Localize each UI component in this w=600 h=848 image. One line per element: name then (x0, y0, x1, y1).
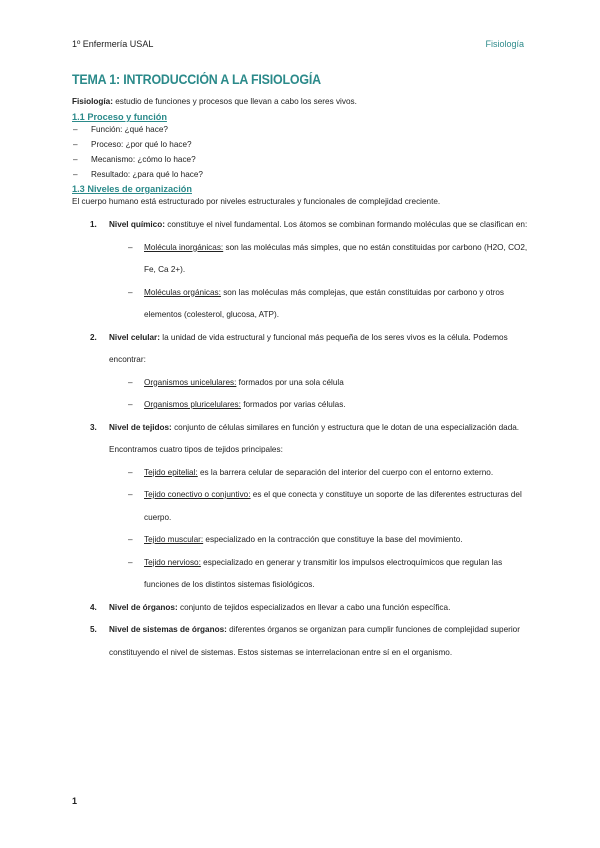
list-item: – Función: ¿qué hace? (72, 124, 528, 136)
sub-text: son las moléculas más simples, que no están constituidas por carbono (H2O, CO2, Fe, Ca 2+). (144, 242, 528, 274)
level-lead: Nivel de tejidos: (109, 422, 172, 432)
level-number: 3. (90, 422, 97, 432)
sub-text: especializado en la contracción que constituye la base del movimiento. (203, 535, 463, 544)
list-item: – Resultado: ¿para qué lo hace? (72, 169, 528, 181)
level-lead: Nivel de órganos: (109, 602, 178, 612)
sub-term: Tejido epitelial: (144, 467, 198, 477)
sub-term: Tejido nervioso: (144, 557, 201, 567)
level-item (72, 417, 528, 597)
level-text: diferentes órganos se organizan para cumplir funciones de complejidad superior constituyendo el nivel de sistemas. Estos sistemas se interrelacionan entre sí en el organismo. (109, 625, 520, 657)
level-item (72, 327, 528, 417)
sublist (109, 237, 528, 327)
sub-text: especializado en generar y transmitir los impulsos electroquímicos que regulan las funciones de los distintos sistemas fisiológicos. (144, 557, 503, 589)
page-number: 1 (72, 796, 78, 806)
level-text: constituye el nivel fundamental. Los átomos se combinan formando moléculas que se clasifican en: (164, 220, 528, 229)
level-item (72, 214, 528, 327)
page-title: TEMA 1: INTRODUCCIÓN A LA FISIOLOGÍA (72, 72, 321, 87)
level-text: conjunto de células similares en función y estructura que le dotan de una especialización dada. Encontramos cuatro tipos de tejidos principales: (109, 422, 520, 454)
level-number: 5. (90, 625, 97, 634)
level-number: 2. (90, 332, 97, 342)
sublist (109, 462, 528, 597)
document-body (72, 72, 528, 664)
levels-list (72, 214, 528, 664)
process-list (72, 124, 528, 181)
sub-term: Organismos unicelulares: (144, 377, 237, 387)
sub-item (109, 529, 528, 552)
sub-item (109, 282, 528, 327)
sub-text: es la barrera celular de separación del interior del cuerpo con el entorno externo. (197, 467, 494, 477)
sub-text: formados por una sola célula (236, 377, 344, 387)
definition-term: Fisiología: (72, 97, 113, 106)
level-lead: Nivel de sistemas de órganos: (109, 625, 227, 634)
list-item: – Proceso: ¿por qué lo hace? (72, 139, 528, 151)
sub-item (109, 394, 528, 417)
sub-term: Organismos pluricelulares: (144, 400, 241, 409)
sub-item (109, 462, 528, 485)
sub-term: Tejido conectivo o conjuntivo: (144, 490, 251, 499)
sub-item (109, 484, 528, 529)
level-lead: Nivel químico: (109, 220, 165, 229)
sub-term: Tejido muscular: (144, 535, 204, 544)
sublist (109, 372, 528, 417)
sub-term: Molécula inorgánicas: (144, 242, 224, 252)
sub-item (109, 372, 528, 395)
sub-text: es el que conecta y constituye un soporte de las diferentes estructuras del cuerpo. (144, 490, 522, 522)
sub-item (109, 552, 528, 597)
list-item: – Mecanismo: ¿cómo lo hace? (72, 154, 528, 166)
level-text: conjunto de tejidos especializados en llevar a cabo una función específica. (177, 602, 451, 612)
section-heading-levels: 1.3 Niveles de organización (72, 184, 192, 194)
level-number: 1. (90, 220, 97, 229)
level-item (72, 597, 528, 620)
level-text: la unidad de vida estructural y funcional más pequeña de los seres vivos es la célula. Podemos encontrar: (109, 332, 508, 364)
levels-intro: El cuerpo humano está estructurado por niveles estructurales y funcionales de complejidad creciente. (72, 197, 441, 206)
header-course: 1º Enfermería USAL (72, 39, 154, 49)
sub-item (109, 237, 528, 282)
section-heading-process: 1.1 Proceso y función (72, 112, 167, 122)
level-number: 4. (90, 602, 97, 612)
level-lead: Nivel celular: (109, 332, 160, 342)
sub-text: formados por varias células. (240, 400, 346, 409)
level-item (72, 619, 528, 664)
sub-text: son las moléculas más complejas, que están constituidas por carbono y otros elementos (colesterol, glucosa, ATP). (144, 287, 504, 319)
definition-text: estudio de funciones y procesos que llevan a cabo los seres vivos. (112, 97, 357, 106)
header-subject: Fisiología (485, 39, 524, 49)
sub-term: Moléculas orgánicas: (144, 287, 221, 297)
definition (72, 96, 528, 108)
